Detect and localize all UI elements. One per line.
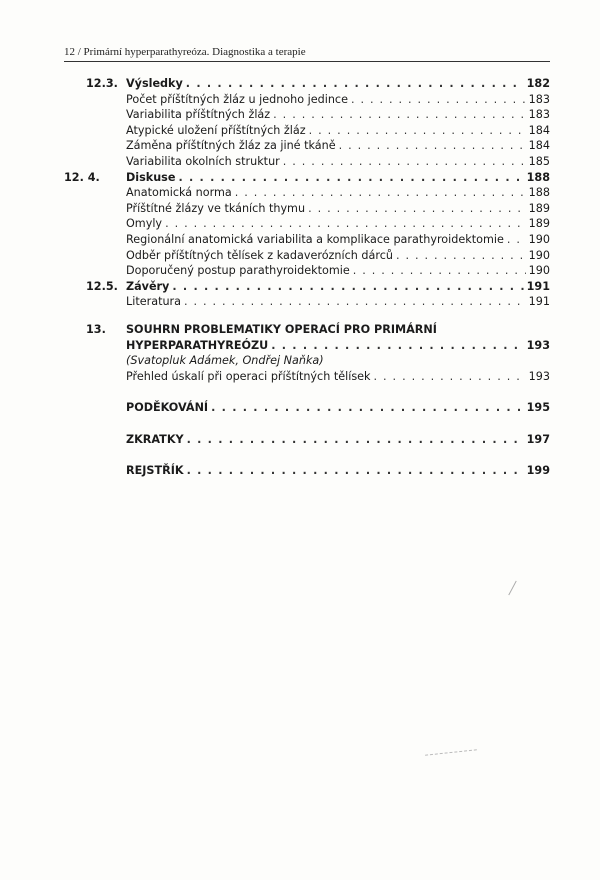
scan-mark	[425, 749, 477, 756]
leader-dots	[235, 185, 526, 201]
entry-title: Regionální anatomická variabilita a komplikace parathyroidektomie	[126, 232, 504, 246]
page-number: 188	[528, 186, 550, 200]
leader-dots	[184, 294, 526, 310]
page-number: 193	[528, 369, 550, 383]
entry-title: REJSTŘÍK	[126, 464, 184, 478]
entry-title: Počet příštítných žláz u jednoho jedince	[126, 92, 348, 106]
toc-index[interactable]	[64, 463, 550, 479]
toc-section-12-5[interactable]	[64, 279, 550, 295]
page-number: 189	[528, 201, 550, 215]
table-of-contents	[64, 76, 550, 479]
chapter-authors	[64, 353, 550, 369]
entry-title: Literatura	[126, 295, 181, 309]
leader-dots	[374, 369, 526, 385]
entry-title: Doporučený postup parathyroidektomie	[126, 264, 350, 278]
toc-entry[interactable]	[64, 216, 550, 232]
page-number: 182	[526, 77, 550, 90]
toc-entry[interactable]	[64, 232, 550, 248]
toc-entry[interactable]	[64, 369, 550, 385]
spacer	[64, 416, 550, 432]
toc-entry[interactable]	[64, 248, 550, 264]
page-number: 191	[526, 279, 550, 293]
entry-title: Přehled úskalí při operaci příštítných tělísek	[126, 369, 371, 383]
page-number: 190	[528, 232, 550, 246]
page-number: 195	[526, 401, 550, 415]
leader-dots	[309, 123, 526, 139]
leader-dots	[186, 76, 524, 92]
entry-title: Omyly	[126, 217, 163, 231]
leader-dots	[283, 154, 526, 170]
leader-dots	[178, 170, 523, 186]
entry-title: Příštítné žlázy ve tkáních thymu	[126, 201, 306, 215]
page-number: 190	[528, 264, 550, 278]
toc-entry[interactable]	[64, 154, 550, 170]
toc-abbreviations[interactable]	[64, 432, 550, 448]
page-number: 197	[526, 432, 550, 446]
page-number: 190	[528, 248, 550, 262]
section-title: Závěry	[126, 279, 170, 293]
page-number: 193	[526, 338, 550, 352]
entry-title: Odběr příštítných tělísek z kadaverózních dárců	[126, 248, 393, 262]
toc-entry[interactable]	[64, 107, 550, 123]
page-number: 184	[528, 139, 550, 153]
entry-title: Variabilita příštítných žláz	[126, 108, 271, 122]
page-number: 189	[528, 217, 550, 231]
leader-dots	[339, 138, 526, 154]
entry-title: Atypické uložení příštítných žláz	[126, 123, 306, 137]
toc-acknowledgements[interactable]	[64, 400, 550, 416]
chapter-title: SOUHRN PROBLEMATIKY OPERACÍ PRO PRIMÁRNÍ	[126, 322, 437, 336]
scan-mark	[508, 581, 516, 596]
entry-title: Variabilita okolních struktur	[126, 154, 280, 168]
spacer	[64, 310, 550, 322]
spacer	[64, 384, 550, 400]
toc-entry[interactable]	[64, 138, 550, 154]
running-header: 12 / Primární hyperparathyreóza. Diagnostika a terapie	[64, 46, 550, 62]
toc-section-12-4[interactable]	[64, 170, 550, 186]
toc-entry[interactable]	[64, 123, 550, 139]
leader-dots	[187, 432, 524, 448]
entry-title: PODĚKOVÁNÍ	[126, 401, 209, 415]
page-number: 183	[528, 108, 550, 122]
toc-entry[interactable]	[64, 263, 550, 279]
section-number: 12. 4.	[64, 170, 100, 184]
entry-title: ZKRATKY	[126, 432, 184, 446]
leader-dots	[165, 216, 526, 232]
entry-title: Anatomická norma	[126, 186, 232, 200]
toc-section-12-3[interactable]	[64, 76, 550, 92]
toc-entry[interactable]	[64, 201, 550, 217]
leader-dots	[353, 263, 526, 279]
page-number: 185	[528, 154, 550, 168]
section-number: 12.5.	[86, 279, 118, 293]
leader-dots	[271, 338, 523, 354]
leader-dots	[351, 92, 526, 108]
section-title: Diskuse	[126, 170, 176, 184]
page-number: 199	[526, 464, 550, 478]
toc-entry[interactable]	[64, 185, 550, 201]
toc-chapter-13-line1[interactable]	[64, 322, 550, 338]
section-title: Výsledky	[126, 77, 183, 90]
leader-dots	[187, 463, 524, 479]
chapter-number: 13.	[86, 322, 106, 336]
page-number: 191	[528, 295, 550, 309]
toc-entry[interactable]	[64, 294, 550, 310]
page-number: 184	[528, 123, 550, 137]
leader-dots	[273, 107, 525, 123]
spacer	[64, 447, 550, 463]
leader-dots	[396, 248, 526, 264]
toc-entry[interactable]	[64, 92, 550, 108]
page-number: 188	[526, 170, 550, 184]
authors-text: (Svatopluk Adámek, Ondřej Naňka)	[126, 354, 324, 368]
leader-dots	[507, 232, 526, 248]
entry-title: Záměna příštítných žláz za jiné tkáně	[126, 139, 336, 153]
leader-dots	[211, 400, 524, 416]
section-number: 12.3.	[86, 77, 118, 90]
page-number: 183	[528, 92, 550, 106]
chapter-title: HYPERPARATHYREÓZU	[126, 338, 269, 352]
toc-chapter-13-line2[interactable]	[64, 338, 550, 354]
leader-dots	[308, 201, 526, 217]
leader-dots	[172, 279, 523, 295]
